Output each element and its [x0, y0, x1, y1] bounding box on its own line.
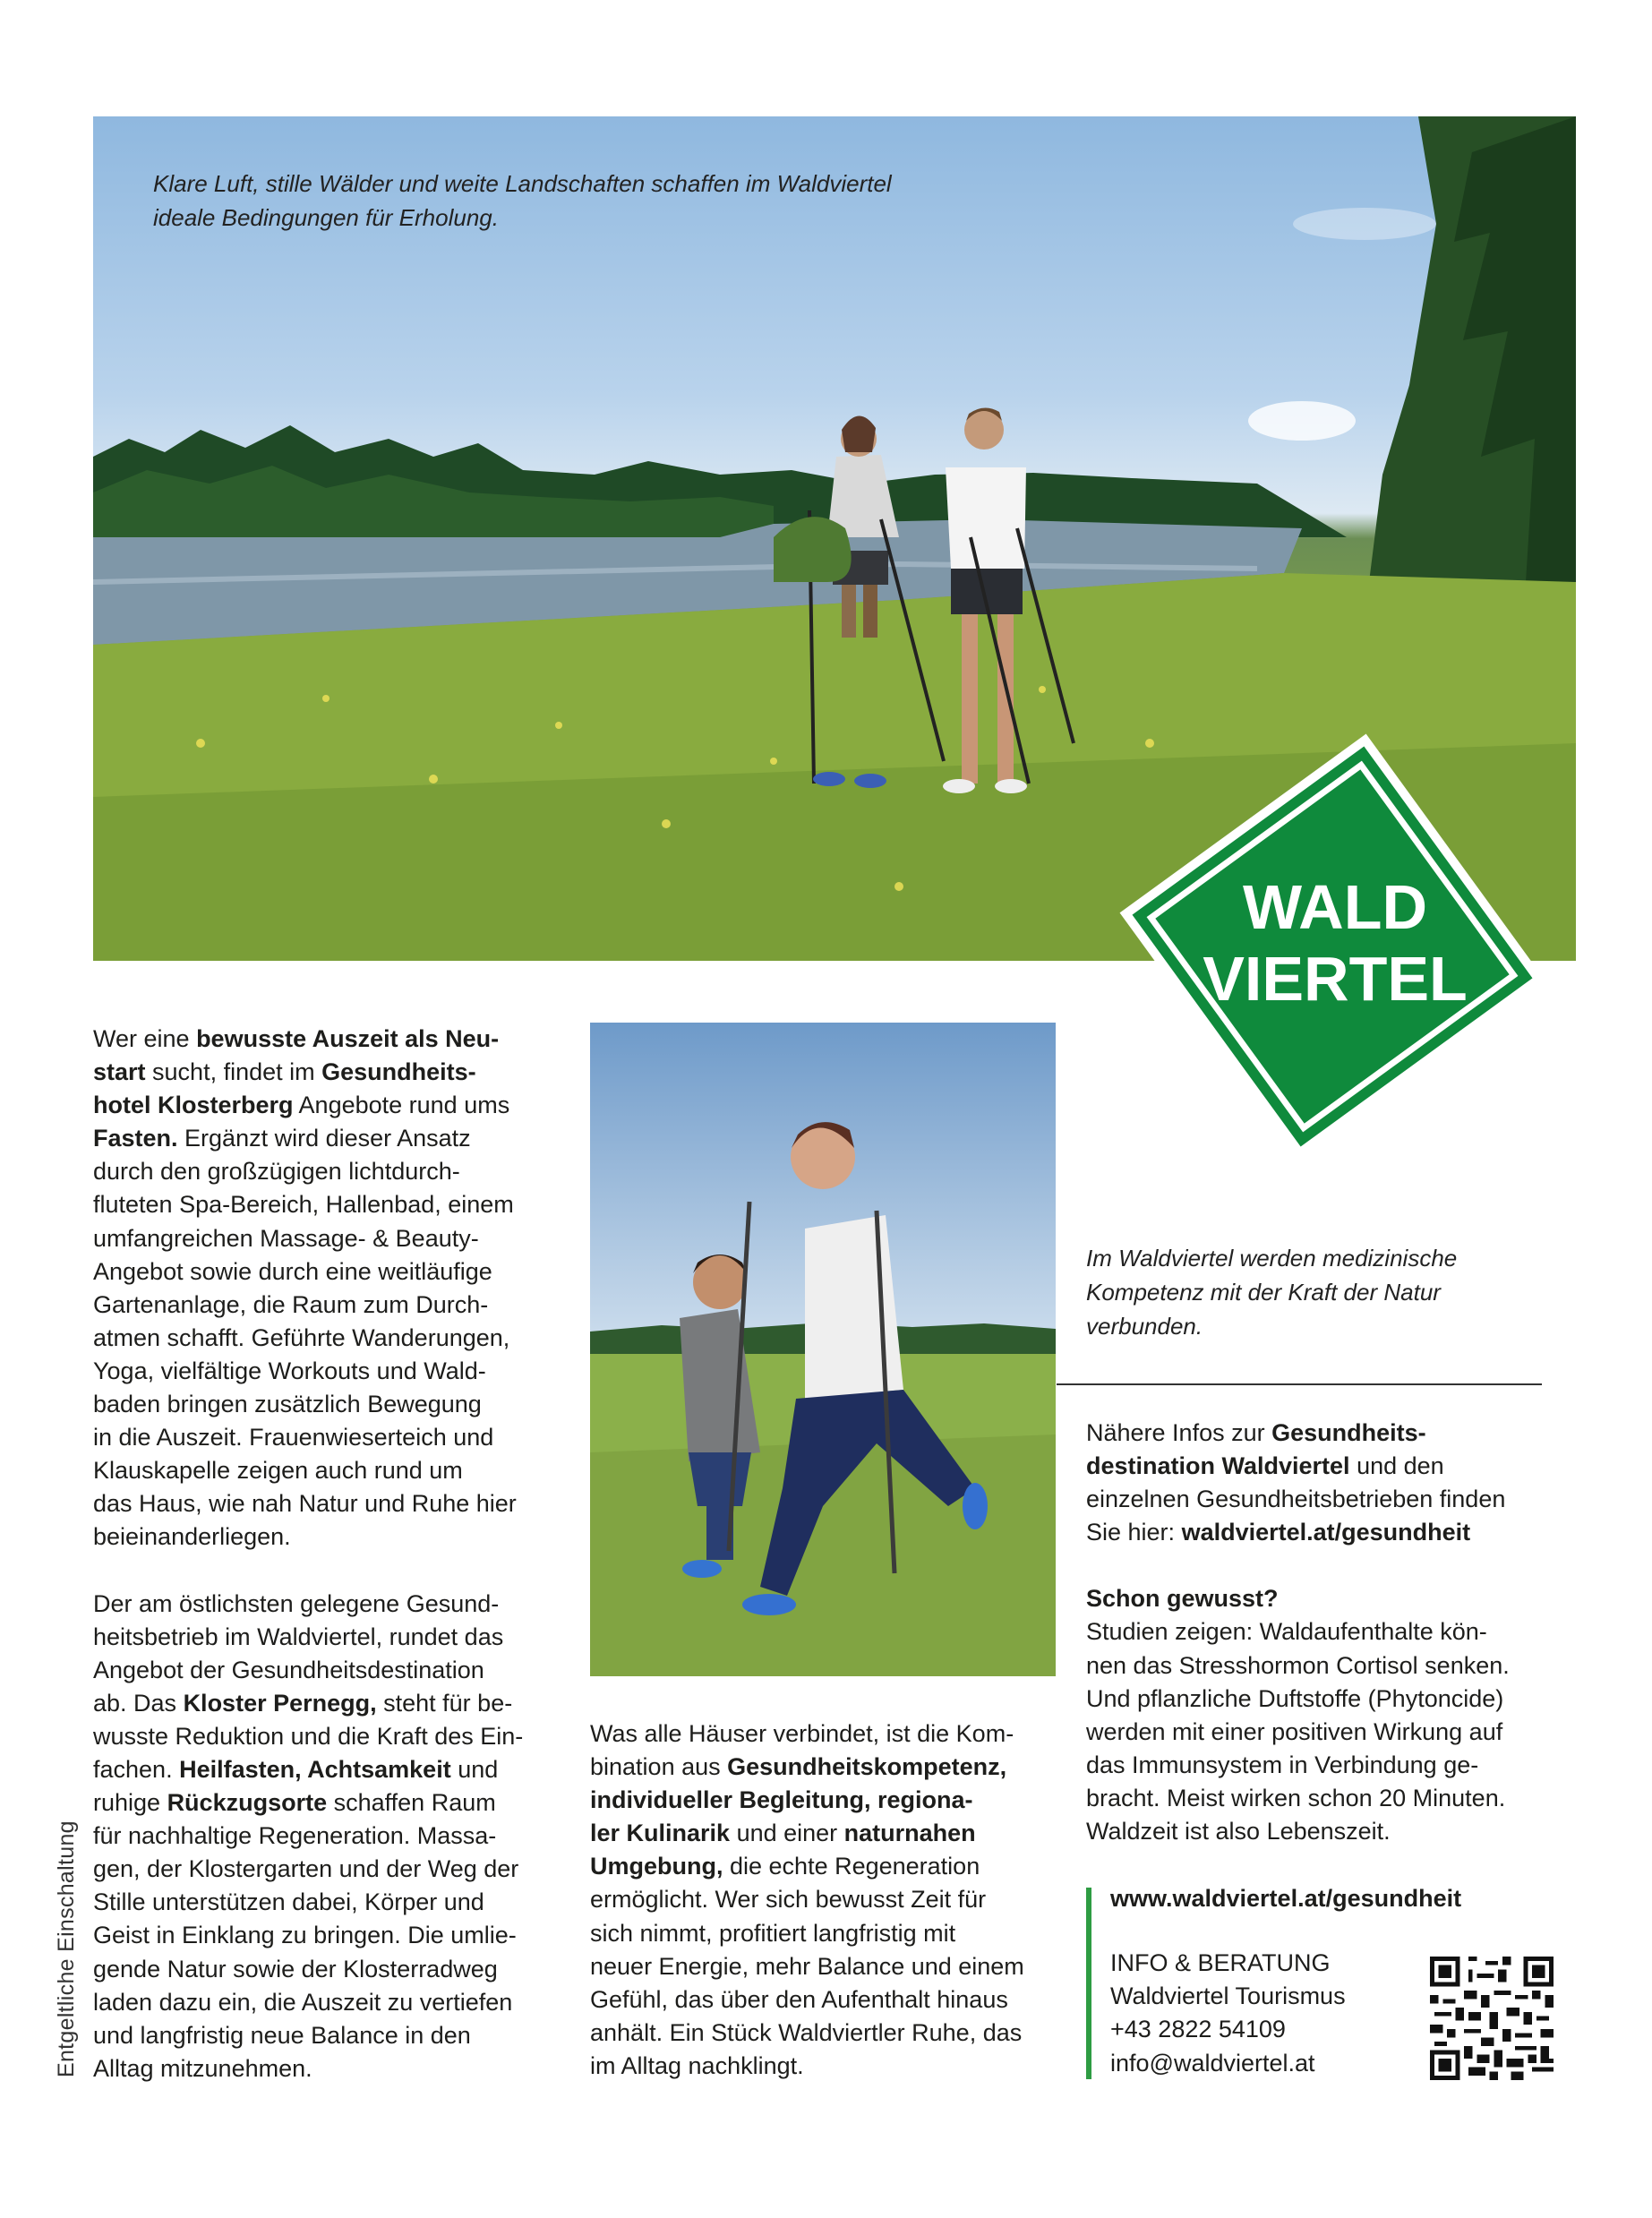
contact-url-link[interactable]: www.waldviertel.at/gesundheit: [1110, 1885, 1462, 1912]
nordic-walking-photo: [590, 1023, 1056, 1676]
column-1: [93, 1023, 559, 2085]
hero-caption: Klare Luft, stille Wälder und weite Landschaften schaffen im Waldviertel ideale Bedingungen für Erholung.: [153, 170, 892, 231]
contact-details: [1110, 1947, 1346, 2080]
waldviertel-logo: [1113, 727, 1552, 1166]
column-3: [1086, 1417, 1552, 1848]
contact-heading: INFO & BERATUNG: [1110, 1949, 1331, 1976]
paid-advertisement-label: Entgeltliche Einschaltung: [54, 1820, 79, 2077]
logo-line-2: VIERTEL: [1203, 944, 1468, 1014]
contact-email-link[interactable]: info@waldviertel.at: [1110, 2049, 1315, 2077]
logo-line-1: WALD: [1242, 872, 1428, 942]
contact-phone[interactable]: +43 2822 54109: [1110, 2016, 1286, 2043]
divider-rule: [1057, 1383, 1542, 1385]
column3-paragraph-1: Nähere Infos zur Gesundheits- destination Waldviertel und den einzelnen Gesundheitsbetrieben finden Sie hier: waldviertel.at/gesundheit: [1086, 1419, 1506, 1546]
contact-organisation: Waldviertel Tourismus: [1110, 1982, 1346, 2010]
contact-accent-bar: [1086, 1888, 1091, 2079]
column1-paragraph-1: Wer eine bewusste Auszeit als Neu- start sucht, findet im Gesundheits- hotel Klosterberg Angebote rund ums Fasten. Ergänzt wird dieser Ansatz durch den großzügigen lichtdurch- fluteten Spa-Bereich, Hallenbad, einem umfangreichen Massage- & Beauty- Angebot sowie durch eine weitläufige Gartenanlage, die Raum zum Durch- atmen schafft. Geführte Wanderungen, Yoga, vielfältige Workouts und Wald- baden bringen zusätzlich Bewegung in die Auszeit. Frauenwieserteich und Klauskapelle zeigen auch rund um das Haus, wie nah Natur und Ruhe hier beieinanderliegen.: [93, 1025, 517, 1551]
column3-paragraph-2: Schon gewusst? Studien zeigen: Waldaufenthalte kön- nen das Stresshormon Cortisol senken. Und pflanzliche Duftstoffe (Phytoncide) werden mit einer positiven Wirkung auf das Immunsystem in Verbindung ge- bracht. Meist wirken schon 20 Minuten. Waldzeit ist also Lebenszeit.: [1086, 1585, 1510, 1845]
column-2: [590, 1717, 1056, 2083]
column2-paragraph-1: Was alle Häuser verbindet, ist die Kom- bination aus Gesundheitskompetenz, individueller Begleitung, regiona- ler Kulinarik und einer naturnahen Umgebung, die echte Regeneration ermöglicht. Wer sich bewusst Zeit für sich nimmt, profitiert langfristig mit neuer Energie, mehr Balance und einem Gefühl, das über den Aufenthalt hinaus anhält. Ein Stück Waldviertler Ruhe, das im Alltag nachklingt.: [590, 1720, 1024, 2079]
column1-paragraph-2: Der am östlichsten gelegene Gesund- heitsbetrieb im Waldviertel, rundet das Angebot der Gesundheitsdestination ab. Das Kloster Pernegg, steht für be- wusste Reduktion und die Kraft des Ein- fachen. Heilfasten, Achtsamkeit und ruhige Rückzugsorte schaffen Raum für nachhaltige Regeneration. Massa- gen, der Klostergarten und der Weg der Stille unterstützen dabei, Körper und Geist in Einklang zu bringen. Die umlie- gende Natur sowie der Klosterradweg laden dazu ein, die Auszeit zu vertiefen und langfristig neue Balance in den Alltag mitzunehmen.: [93, 1589, 524, 2082]
photo-caption-right: Im Waldviertel werden medizinische Kompetenz mit der Kraft der Natur verbunden.: [1086, 1245, 1458, 1340]
qr-code-icon[interactable]: [1430, 1957, 1554, 2080]
